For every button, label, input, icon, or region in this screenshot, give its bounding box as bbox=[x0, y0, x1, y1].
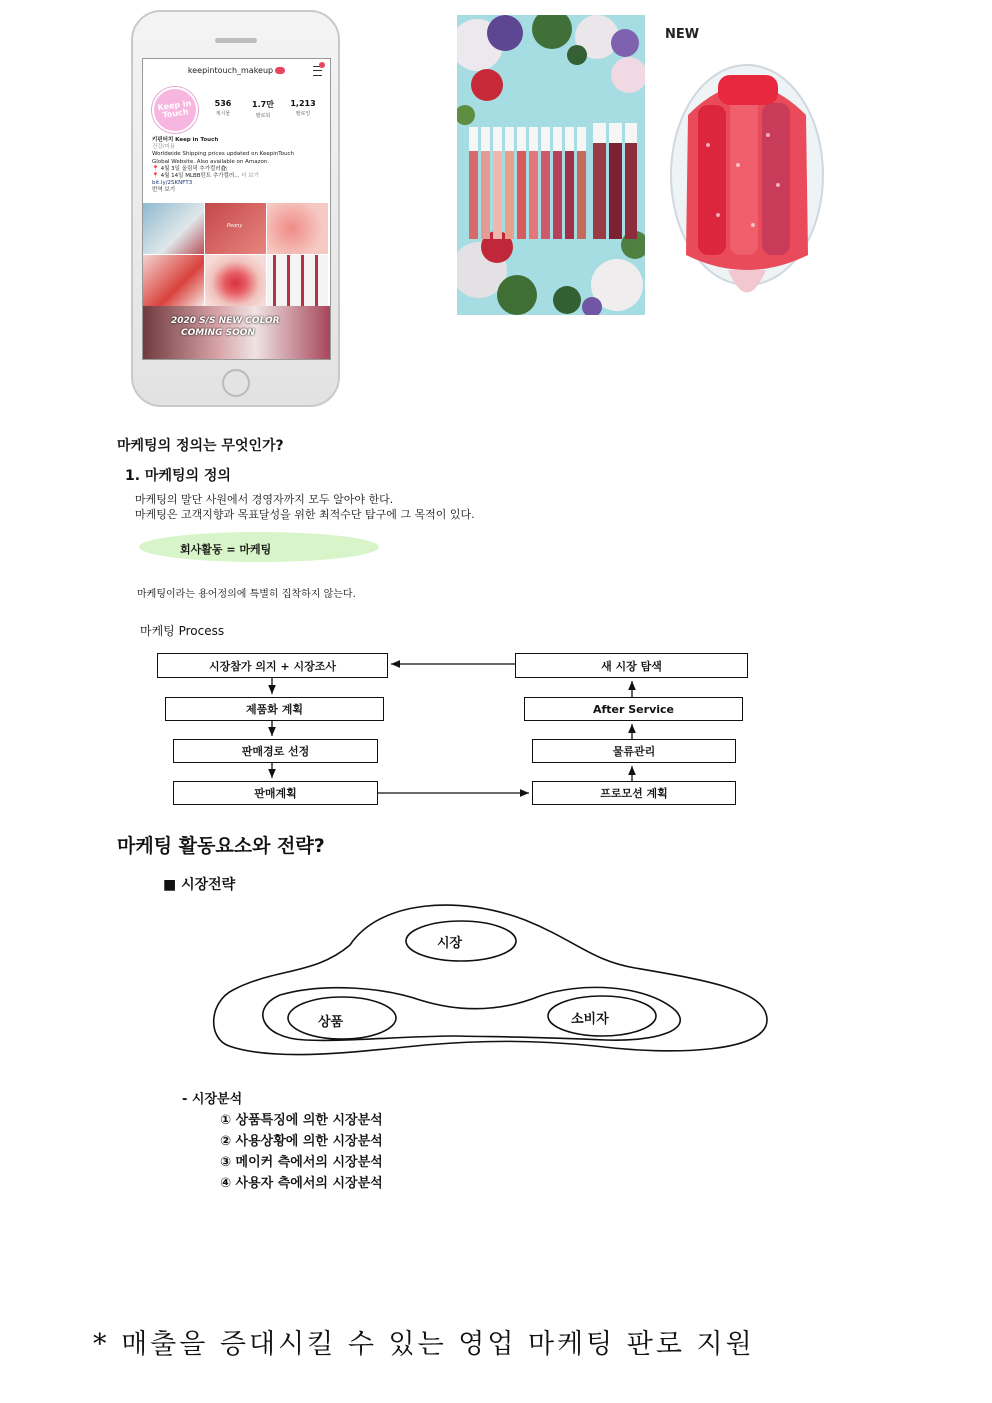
bio-line: 📍 4월 14일 MLBB틴트 추가컬러... bbox=[152, 173, 240, 180]
stat-label: 게시물 bbox=[215, 111, 231, 117]
process-step-new-market: 새 시장 탐색 bbox=[515, 653, 748, 678]
bio-category: 건강/미용 bbox=[152, 144, 176, 151]
banner-line-2: COMING SOON bbox=[181, 328, 255, 338]
process-step-logistics: 물류관리 bbox=[532, 739, 736, 763]
outer-boundary bbox=[214, 905, 767, 1055]
process-step-channel: 판매경로 선정 bbox=[173, 739, 378, 763]
process-step-after-service: After Service bbox=[524, 697, 743, 721]
analysis-title: - 시장분석 bbox=[182, 1092, 243, 1107]
process-step-productization: 제품화 계획 bbox=[165, 697, 384, 721]
section2-title: 마케팅 활동요소와 전략? bbox=[117, 835, 325, 857]
analysis-item: ③ 메이커 측에서의 시장분석 bbox=[220, 1155, 383, 1170]
stat-label: 팔로잉 bbox=[295, 111, 311, 117]
equation-text: 회사활동 = 마케팅 bbox=[180, 543, 272, 556]
section1-line2: 마케팅은 고객지향과 목표달성을 위한 최적수단 탐구에 그 목적이 있다. bbox=[135, 508, 475, 521]
definition-note: 마케팅이라는 용어정의에 특별히 집착하지 않는다. bbox=[137, 589, 356, 600]
analysis-item: ② 사용상황에 의한 시장분석 bbox=[220, 1134, 383, 1149]
process-step-sales-plan: 판매계획 bbox=[173, 781, 378, 805]
consumer-label: 소비자 bbox=[571, 1012, 609, 1027]
avatar-text: Keep in Touch bbox=[156, 98, 192, 120]
stat-count: 1,213 bbox=[290, 99, 316, 108]
bio-line: Global Website. Also available on Amazon. bbox=[152, 158, 270, 165]
product-label: 상품 bbox=[318, 1015, 344, 1030]
stat-label: 팔로워 bbox=[255, 113, 271, 119]
stat-count: 536 bbox=[214, 99, 232, 108]
bio-link[interactable]: bit.ly/2SKNFT3 bbox=[152, 180, 193, 187]
analysis-list bbox=[220, 1110, 383, 1194]
new-label: NEW bbox=[665, 27, 700, 42]
process-title: 마케팅 Process bbox=[140, 624, 225, 638]
banner-line-1: 2020 S/S NEW COLOR bbox=[171, 316, 280, 326]
section1-title: 마케팅의 정의는 무엇인가? bbox=[117, 438, 284, 454]
analysis-item: ① 상품특징에 의한 시장분석 bbox=[220, 1113, 383, 1128]
translate-link[interactable]: 번역 보기 bbox=[152, 187, 176, 194]
analysis-item: ④ 사용자 측에서의 시장분석 bbox=[220, 1176, 383, 1191]
grid-photo-text: Peony bbox=[227, 223, 243, 229]
process-step-promotion: 프로모션 계획 bbox=[532, 781, 736, 805]
bio-line: Worldwide Shipping prices updated on KeepinTouch bbox=[152, 151, 295, 158]
bio-line: 📍 4월 3일 올림픽 추가컬러🛍 bbox=[152, 165, 228, 172]
market-strategy-diagram bbox=[205, 890, 775, 1070]
stat-count: 1.7만 bbox=[252, 100, 274, 109]
more-link[interactable]: 더 보기 bbox=[241, 173, 259, 180]
process-step-market-entry: 시장참가 의지 + 시장조사 bbox=[157, 653, 388, 678]
footer-note: * 매출을 증대시킬 수 있는 영업 마케팅 판로 지원 bbox=[93, 1329, 755, 1360]
market-label: 시장 bbox=[437, 936, 463, 951]
section1-subtitle: 1. 마케팅의 정의 bbox=[125, 468, 231, 484]
handle-text: keepintouch_makeup bbox=[187, 66, 274, 75]
market-strategy-heading: ■ 시장전략 bbox=[163, 877, 236, 893]
bio-name: 키핀터치 Keep in Touch bbox=[152, 137, 219, 143]
section1-line1: 마케팅의 말단 사원에서 경영자까지 모두 알아야 한다. bbox=[135, 493, 394, 506]
